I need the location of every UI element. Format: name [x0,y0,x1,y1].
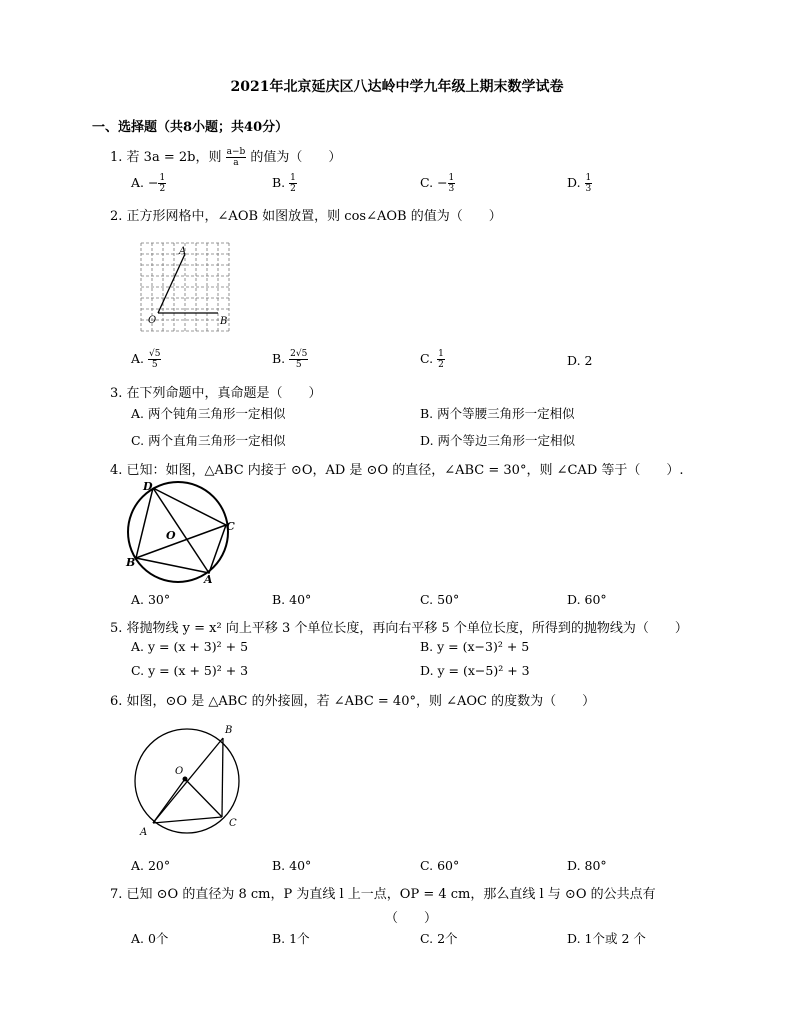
circumcircle-figure [130,720,250,842]
q3-option-a[interactable]: A. 两个钝角三角形一定相似 [131,406,286,421]
label-a: A [179,246,187,257]
label-d: D [143,480,153,493]
q3-option-c[interactable]: C. 两个直角三角形一定相似 [131,433,286,448]
label-o: O [166,529,176,542]
question-1-prefix: 1. 若 3a = 2b，则 [110,150,222,165]
question-4: 4. 已知：如图，△ABC 内接于 ⊙O，AD 是 ⊙O 的直径，∠ABC = 30°，则 ∠CAD 等于（ ）. [110,463,684,478]
label-c: C [229,818,237,829]
q6-option-d[interactable]: D. 80° [567,858,607,873]
question-2: 2. 正方形网格中，∠AOB 如图放置，则 cos∠AOB 的值为（ ） [110,209,502,224]
label-b: B [126,556,136,569]
label-a: A [204,573,213,586]
question-6: 6. 如图，⊙O 是 △ABC 的外接圆，若 ∠ABC = 40°，则 ∠AOC 的度数为（ ） [110,694,596,709]
q7-option-b[interactable]: B. 1个 [272,931,310,946]
grid-angle-figure [138,240,233,332]
q7-option-d[interactable]: D. 1个或 2 个 [567,931,646,946]
ray-oa [158,254,185,313]
q5-option-a[interactable]: A. y = (x + 3)² + 5 [131,639,249,654]
q4-option-d[interactable]: D. 60° [567,592,607,607]
label-c: C [226,520,235,533]
section-heading: 一、选择题（共8小题；共40分） [92,120,289,135]
circle-diameter-figure [122,478,242,586]
q6-option-b[interactable]: B. 40° [272,858,312,873]
page-title: 2021年北京延庆区八达岭中学九年级上期末数学试卷 [230,79,564,95]
q6-option-c[interactable]: C. 60° [420,858,460,873]
question-3: 3. 在下列命题中，真命题是（ ） [110,386,322,401]
fraction-denominator: a [233,158,239,168]
label-o: O [148,315,157,326]
q3-option-d[interactable]: D. 两个等边三角形一定相似 [420,433,576,448]
q7-option-c[interactable]: C. 2个 [420,931,458,946]
fraction-numerator: a−b [226,147,246,157]
q1-option-a[interactable]: A. − $\frac{1}{2}$ [131,173,166,194]
question-1-suffix: 的值为（ ） [250,150,342,165]
label-b: B [225,725,233,736]
question-7: 7. 已知 ⊙O 的直径为 8 cm，P 为直线 l 上一点，OP = 4 cm，那么直线 l 与 ⊙O 的公共点有 [110,887,656,902]
label-a: A [140,827,148,838]
q2-option-d[interactable]: D. 2 [567,353,593,368]
label-b: B [220,316,228,327]
q1-option-c[interactable]: C. − $\frac{1}{3}$ [420,173,455,194]
q5-option-b[interactable]: B. y = (x−3)² + 5 [420,639,530,654]
q6-option-a[interactable]: A. 20° [131,858,171,873]
label-o: O [175,766,184,777]
q1-option-d[interactable]: D. $\frac{1}{3}$ [567,173,592,194]
q7-option-a[interactable]: A. 0个 [131,931,169,946]
question-1-fraction [226,147,247,168]
q3-option-b[interactable]: B. 两个等腰三角形一定相似 [420,406,575,421]
q2-option-c[interactable]: C. $\frac{1}{2}$ [420,349,444,370]
question-1 [110,146,341,168]
q5-option-c[interactable]: C. y = (x + 5)² + 3 [131,663,249,678]
q5-option-d[interactable]: D. y = (x−5)² + 3 [420,663,530,678]
q4-option-a[interactable]: A. 30° [131,592,171,607]
q1-option-b[interactable]: B. $\frac{1}{2}$ [272,173,296,194]
question-5: 5. 将抛物线 y = x² 向上平移 3 个单位长度，再向右平移 5 个单位长度，所得到的抛物线为（ ） [110,621,688,636]
q4-option-b[interactable]: B. 40° [272,592,312,607]
question-7-answer-paren: （ ） [385,911,438,926]
q2-option-a[interactable]: A. $\frac{√5}{5}$ [131,349,161,370]
q4-option-c[interactable]: C. 50° [420,592,460,607]
q2-option-b[interactable]: B. $\frac{2√5}{5}$ [272,349,308,370]
